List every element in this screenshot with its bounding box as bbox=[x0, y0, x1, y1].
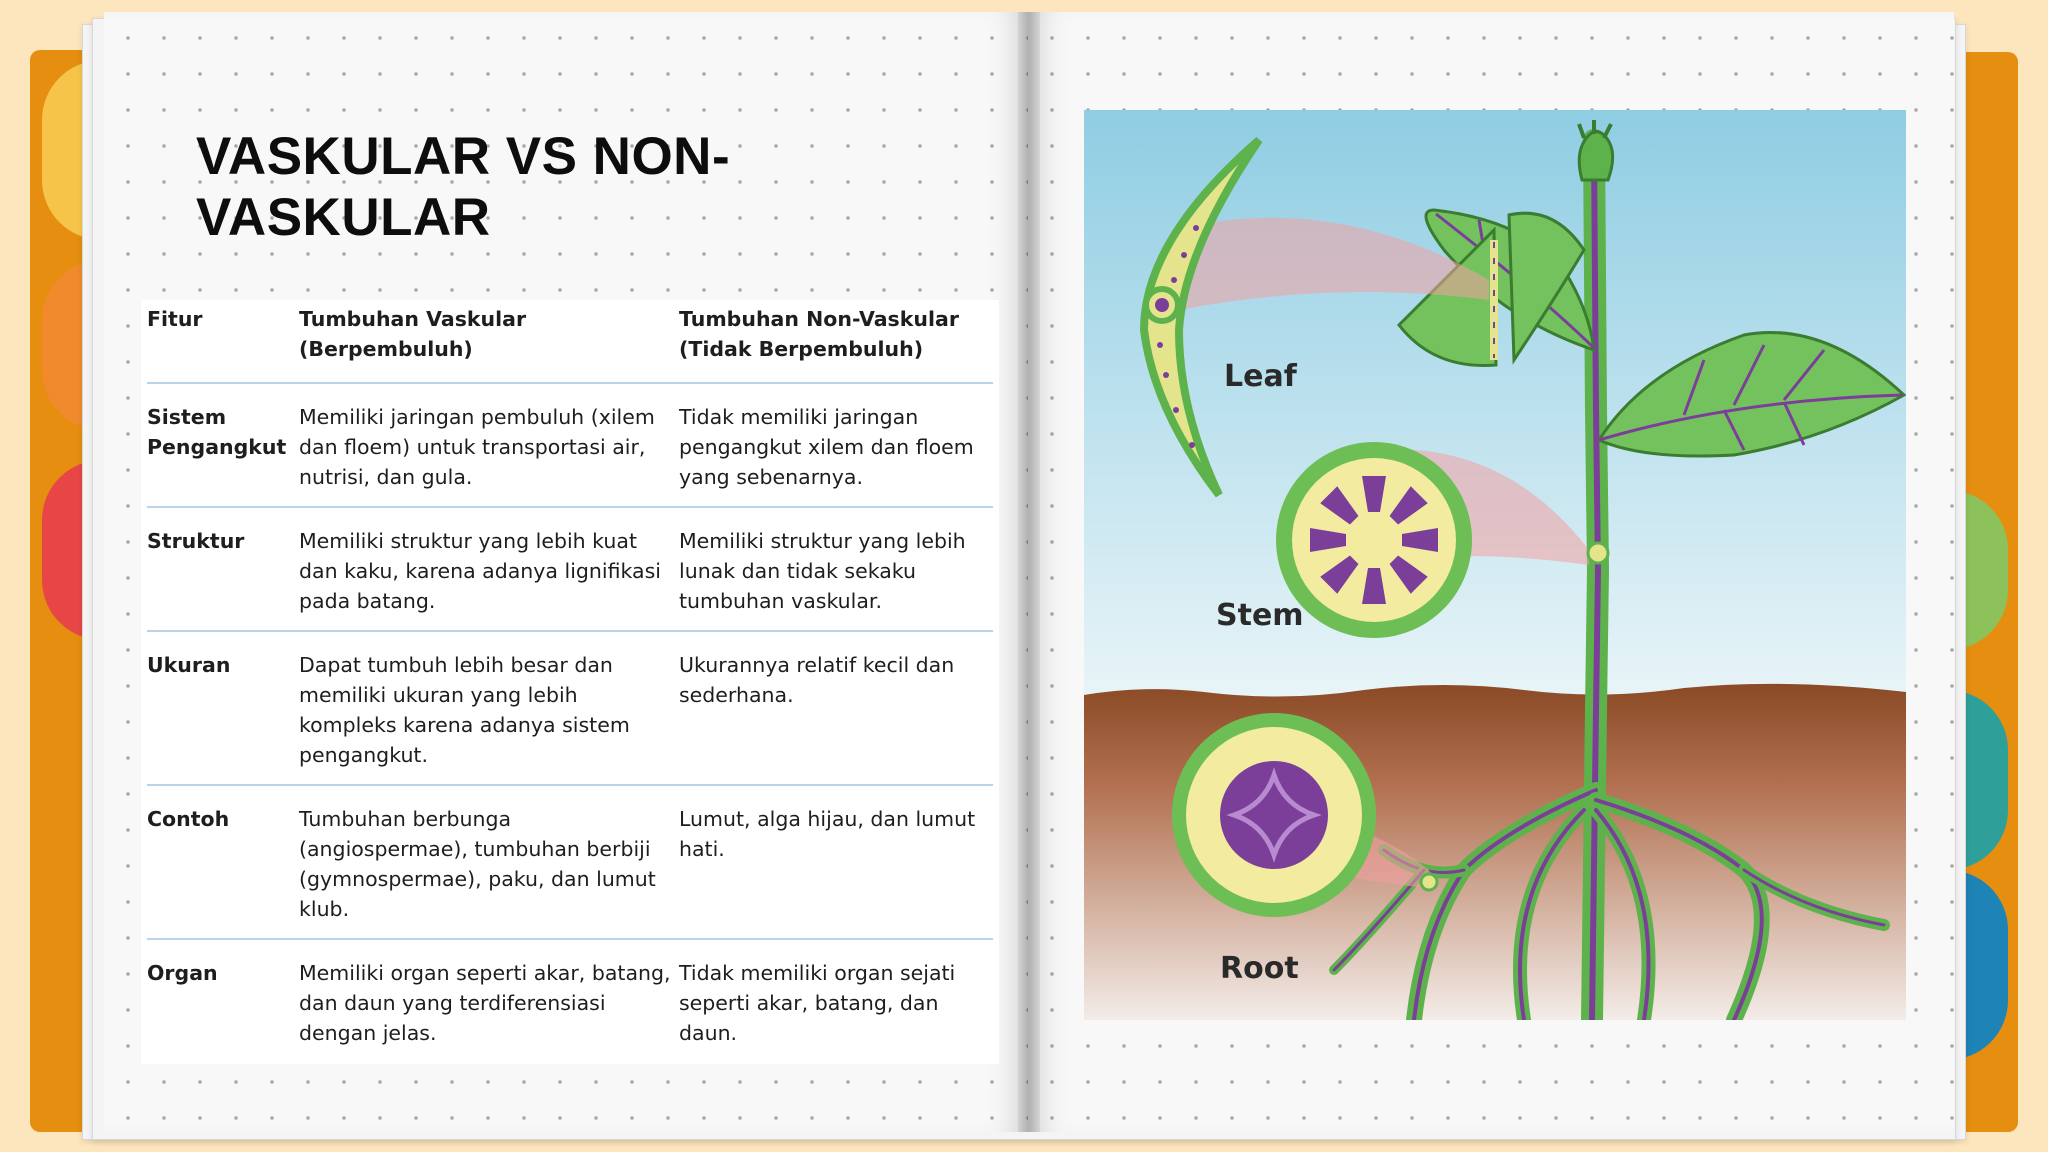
header-feature: Fitur bbox=[147, 300, 299, 383]
feature-cell: Ukuran bbox=[147, 631, 299, 785]
stem-cut-point bbox=[1588, 543, 1608, 563]
header-nonvascular: Tumbuhan Non-Vaskular (Tidak Berpembuluh) bbox=[679, 300, 993, 383]
vascular-cell: Dapat tumbuh lebih besar dan memiliki ukuran yang lebih kompleks karena adanya sistem pengangkut. bbox=[299, 631, 679, 785]
page-title: VASKULAR VS NON-VASKULAR bbox=[196, 127, 731, 247]
table-row bbox=[147, 631, 993, 785]
table-row bbox=[147, 939, 993, 1062]
vascular-plant-illustration bbox=[1084, 110, 1906, 1020]
nonvascular-cell: Tidak memiliki organ sejati seperti akar, batang, dan daun. bbox=[679, 961, 956, 1045]
table-row bbox=[147, 383, 993, 507]
nonvascular-cell: Memiliki struktur yang lebih lunak dan tidak sekaku tumbuhan vaskular. bbox=[679, 507, 993, 631]
vascular-cell: Memiliki jaringan pembuluh (xilem dan floem) untuk transportasi air, nutrisi, dan gula. bbox=[299, 383, 679, 507]
comparison-table bbox=[141, 300, 999, 1064]
stem-label: Stem bbox=[1216, 598, 1304, 633]
feature-cell: Struktur bbox=[147, 507, 299, 631]
table-row bbox=[147, 507, 993, 631]
feature-cell: Organ bbox=[147, 961, 218, 985]
leaf-label: Leaf bbox=[1224, 359, 1297, 394]
root-cut-point bbox=[1421, 874, 1437, 890]
table-row bbox=[147, 785, 993, 939]
flower-bud bbox=[1579, 132, 1612, 181]
vascular-cell: Tumbuhan berbunga (angiospermae), tumbuhan berbiji (gymnospermae), paku, dan lumut klub. bbox=[299, 785, 679, 939]
leaf-vascular-bundle bbox=[1155, 298, 1169, 312]
table-header-row bbox=[147, 300, 993, 383]
root-label: Root bbox=[1220, 951, 1299, 986]
feature-cell: Sistem Pengangkut bbox=[147, 383, 299, 507]
vascular-cell: Memiliki struktur yang lebih kuat dan kaku, karena adanya lignifikasi pada batang. bbox=[299, 507, 679, 631]
feature-cell: Contoh bbox=[147, 785, 299, 939]
vascular-cell: Memiliki organ seperti akar, batang, dan daun yang terdiferensiasi dengan jelas. bbox=[299, 961, 671, 1045]
nonvascular-cell: Lumut, alga hijau, dan lumut hati. bbox=[679, 785, 993, 939]
header-vascular: Tumbuhan Vaskular (Berpembuluh) bbox=[299, 300, 679, 383]
nonvascular-cell: Tidak memiliki jaringan pengangkut xilem dan floem yang sebenarnya. bbox=[679, 383, 993, 507]
nonvascular-cell: Ukurannya relatif kecil dan sederhana. bbox=[679, 631, 993, 785]
book-spine bbox=[1018, 12, 1040, 1132]
